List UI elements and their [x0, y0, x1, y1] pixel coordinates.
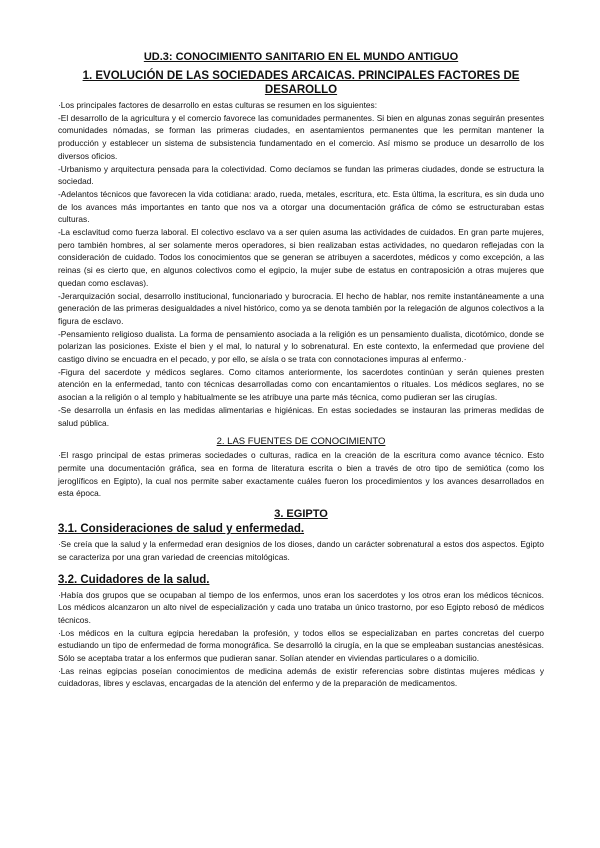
section-1-paragraph: -Figura del sacerdote y médicos seglares. Como citamos anteriormente, los sacerdotes continúan y serán quienes presten atención en la enfermedad, tanto con técnicas desarrolladas como con encantamientos o rituales. Los médicos seglares, no se asocian a la religión o al templo y habitualmente se les atribuye una parte más técnica, como pudieran ser las cirugías. — [58, 366, 544, 403]
section-1-title: 1. EVOLUCIÓN DE LAS SOCIEDADES ARCAICAS. PRINCIPALES FACTORES DE DESAROLLO — [82, 70, 520, 96]
section-2-title: 2. LAS FUENTES DE CONOCIMIENTO — [216, 436, 386, 448]
subsection-3-1-paragraph: ·Se creía que la salud y la enfermedad eran designios de los dioses, dando un carácter sobrenatural a estos dos aspectos. Egipto se caracteriza por una gran variedad de creencias mitológicas. — [58, 539, 544, 562]
section-1-paragraph: -Pensamiento religioso dualista. La forma de pensamiento asociada a la religión es un pensamiento dualista, dicotómico, donde se polarizan las posiciones. Existe el bien y el mal, lo natural y lo sobrenatural. En este contexto, la enfermedad que proviene del castigo divino se encuadra en el pecado, y por ello, se aísla o se trata con connotaciones impuras al enfermo.· — [58, 328, 544, 365]
section-1-paragraph: -Se desarrolla un énfasis en las medidas alimentarias e higiénicas. En estas sociedades se instauran las primeras medidas de salud pública. — [58, 404, 544, 428]
section-1-paragraph: ·Los principales factores de desarrollo en estas culturas se resumen en los siguientes: — [58, 100, 378, 110]
subsection-3-2-title: 3.2. Cuidadores de la salud. — [58, 573, 210, 586]
subsection-3-2-paragraph: ·Había dos grupos que se ocupaban al tiempo de los enfermos, unos eran los sacerdotes y los otros eran los médicos técnicos. Los médicos alcanzaron un alto nivel de especialización y cada uno trataba un único trastorno, por eso Egipto rebosó de médicos técnicos. — [58, 589, 544, 625]
section-1-paragraph: -Adelantos técnicos que favorecen la vida cotidiana: arado, rueda, metales, escritura, etc. Esta última, la escritura, es sin duda uno de los avances más importantes en tanto que nos va a otorgar una documentación gráfica de cómo se estructuraban estas culturas. — [58, 188, 544, 225]
subsection-3-2-paragraph: ·Las reinas egipcias poseían conocimientos de medicina además de existir referencias sobre distintas mujeres médicas y cuidadoras, libres y esclavas, encargadas de la atención del enfermo y de la preparación de medicamentos. — [58, 665, 544, 689]
subsection-3-2-paragraph: ·Los médicos en la cultura egipcia heredaban la profesión, y todos ellos se especializaban en partes concretas del cuerpo estudiando un tipo de enfermedad de forma monográfica. Se desarrolló la cirugía, en la que se empleaban sustancias anestésicas. Sólo se aceptaba tratar a los enfermos que pudieran sanar. Solían atender en viviendas particulares o a domicilio. — [58, 627, 544, 664]
document-title: UD.3: CONOCIMIENTO SANITARIO EN EL MUNDO ANTIGUO — [143, 51, 459, 63]
section-2-paragraph: ·El rasgo principal de estas primeras sociedades o culturas, radica en la creación de la escritura como avance técnico. Esto permite una documentación gráfica, sea en forma de literatura escrita o bien a través de otro tipo de semiótica (como los jeroglíficos en Egipto), la cual nos permite saber exactamente cuáles fueron los procedimientos y los avances desarrollados en esta época. — [58, 450, 544, 499]
section-1-paragraph: -Jerarquización social, desarrollo institucional, funcionariado y burocracia. El hecho de hablar, nos remite instantáneamente a una generación de las primeras desigualdades a nivel histórico, como ya se denota también por la relegación de algunos colectivos a la figura de esclavo. — [58, 290, 544, 326]
document-content — [58, 50, 544, 690]
section-3-title: 3. EGIPTO — [274, 508, 328, 521]
subsection-3-1-title: 3.1. Consideraciones de salud y enfermedad. — [58, 523, 305, 536]
section-1-paragraph: -La esclavitud como fuerza laboral. El colectivo esclavo va a ser quien asuma las actividades de cuidados. En gran parte mujeres, pero también hombres, al ser solamente meros operadores, si bien realizaban estas actividades, no quedaron reflejadas con la consideración de cuidado. Todos los conocimientos que se generan se atribuyen a sacerdotes, médicos y como excepción, a las reinas (si es cierto que, en algunos colectivos como el egipcio, la mujer sube de estatus en contraposición a otras mujeres que quedan como esclavas). — [58, 227, 544, 288]
section-1-paragraph: -El desarrollo de la agricultura y el comercio favorece las comunidades permanentes. Si bien en algunas zonas seguirán presentes comunidades nómadas, se forman las primeras ciudades, en asentamientos permanentes que les permitan mantener la producción y establecer un sistema de subsistencia fundamentado en el comercio. Así mismo se produce un desarrollo de los diversos oficios. — [58, 112, 544, 161]
section-1-paragraph: -Urbanismo y arquitectura pensada para la colectividad. Como decíamos se fundan las primeras ciudades, donde se estructura la sociedad. — [58, 163, 544, 187]
